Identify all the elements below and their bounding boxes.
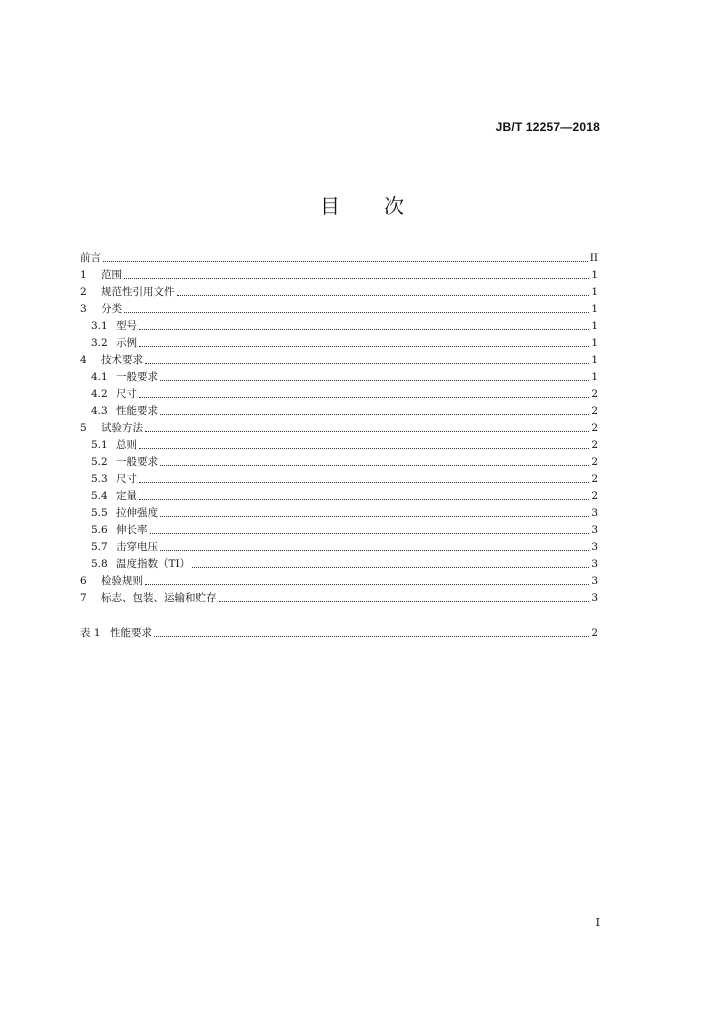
toc-entry-number: 5.8 <box>91 558 108 570</box>
toc-entry-number: 5.5 <box>91 507 108 519</box>
toc-entry-page: 3 <box>591 592 598 604</box>
toc-entry-page: II <box>589 252 598 264</box>
toc-entry-label: 尺寸 <box>116 473 137 485</box>
toc-entry-number: 4.3 <box>91 405 108 417</box>
toc-entry-page: 1 <box>591 269 598 281</box>
toc-leader-dots <box>219 601 590 602</box>
toc-entry-4-1[interactable] <box>91 370 598 384</box>
toc-leader-dots <box>103 261 588 262</box>
toc-entry-page: 2 <box>591 422 598 434</box>
toc-entry-number: 4.2 <box>91 388 108 400</box>
toc-entry-page: 3 <box>591 541 598 553</box>
toc-entry-page: 2 <box>591 456 598 468</box>
toc-table-page: 2 <box>591 627 598 639</box>
toc-leader-dots <box>150 533 590 534</box>
toc-entry-number: 6 <box>80 575 87 587</box>
toc-entry-6[interactable] <box>80 574 598 588</box>
toc-entry-page: 2 <box>591 473 598 485</box>
toc-leader-dots <box>192 567 589 568</box>
toc-entry-foreword[interactable] <box>80 251 598 265</box>
toc-entry-5-3[interactable] <box>91 472 598 486</box>
toc-entry-label: 尺寸 <box>116 388 137 400</box>
toc-leader-dots <box>124 312 589 313</box>
toc-entry-label: 示例 <box>116 337 137 349</box>
toc-leader-dots <box>160 414 589 415</box>
toc-entry-number: 5.1 <box>91 439 108 451</box>
toc-leader-dots <box>177 295 590 296</box>
toc-entry-number: 4.1 <box>91 371 108 383</box>
toc-entry-page: 1 <box>591 303 598 315</box>
toc-entry-number: 5.2 <box>91 456 108 468</box>
page-number: I <box>595 916 600 929</box>
toc-leader-dots <box>145 363 589 364</box>
toc-entry-label: 范围 <box>101 269 122 281</box>
toc-leader-dots <box>124 278 589 279</box>
page-title: 目次 <box>320 194 448 218</box>
toc-entry-page: 1 <box>591 337 598 349</box>
toc-leader-dots <box>139 329 589 330</box>
toc-entry-number: 4 <box>80 354 87 366</box>
toc-leader-dots <box>139 448 589 449</box>
toc-entry-3-2[interactable] <box>91 336 598 350</box>
toc-entry-5-5[interactable] <box>91 506 598 520</box>
toc-entry-page: 3 <box>591 558 598 570</box>
toc-entry-number: 5.3 <box>91 473 108 485</box>
toc-entry-label: 性能要求 <box>116 405 158 417</box>
toc-entry-4-3[interactable] <box>91 404 598 418</box>
toc-entry-page: 1 <box>591 354 598 366</box>
toc-entry-label: 一般要求 <box>116 456 158 468</box>
toc-entry-label: 定量 <box>116 490 137 502</box>
toc-entry-number: 5 <box>80 422 87 434</box>
toc-leader-dots <box>139 397 589 398</box>
document-code: JB/T 12257—2018 <box>495 120 600 134</box>
toc-table-entry-1[interactable] <box>80 626 598 640</box>
toc-entry-page: 2 <box>591 439 598 451</box>
toc-entry-number: 3.2 <box>91 337 108 349</box>
toc-entry-label: 总则 <box>116 439 137 451</box>
toc-leader-dots <box>160 380 589 381</box>
toc-entry-number: 5.4 <box>91 490 108 502</box>
toc-entry-4-2[interactable] <box>91 387 598 401</box>
toc-entry-5-7[interactable] <box>91 540 598 554</box>
toc-entry-number: 5.7 <box>91 541 108 553</box>
toc-entry-5-8[interactable] <box>91 557 598 571</box>
toc-entry-number: 5.6 <box>91 524 108 536</box>
toc-entry-label: 温度指数（TI） <box>116 558 191 570</box>
toc-entry-page: 1 <box>591 286 598 298</box>
toc-leader-dots <box>160 516 589 517</box>
toc-entry-number: 3 <box>80 303 87 315</box>
toc-entry-page: 2 <box>591 490 598 502</box>
toc-leader-dots <box>154 636 589 637</box>
toc-entry-page: 2 <box>591 388 598 400</box>
toc-entry-label: 分类 <box>101 303 122 315</box>
toc-entry-4[interactable] <box>80 353 598 367</box>
toc-leader-dots <box>145 431 589 432</box>
toc-entry-5-2[interactable] <box>91 455 598 469</box>
toc-leader-dots <box>145 584 589 585</box>
toc-table-label: 性能要求 <box>110 627 152 639</box>
toc-entry-label: 击穿电压 <box>116 541 158 553</box>
toc-entry-label: 规范性引用文件 <box>101 286 175 298</box>
toc-entry-page: 3 <box>591 524 598 536</box>
toc-entry-1[interactable] <box>80 268 598 282</box>
toc-entry-number: 7 <box>80 592 87 604</box>
toc-table-number: 表 1 <box>80 627 101 639</box>
toc-entry-label: 一般要求 <box>116 371 158 383</box>
toc-entry-label: 前言 <box>80 252 101 264</box>
toc-entry-label: 伸长率 <box>116 524 148 536</box>
toc-entry-2[interactable] <box>80 285 598 299</box>
toc-leader-dots <box>160 465 589 466</box>
toc-entry-label: 技术要求 <box>101 354 143 366</box>
toc-entry-page: 1 <box>591 371 598 383</box>
toc-entry-5-4[interactable] <box>91 489 598 503</box>
toc-entry-page: 2 <box>591 405 598 417</box>
toc-entry-label: 拉伸强度 <box>116 507 158 519</box>
toc-entry-label: 标志、包装、运输和贮存 <box>101 592 217 604</box>
toc-entry-5[interactable] <box>80 421 598 435</box>
toc-leader-dots <box>139 482 589 483</box>
toc-entry-number: 3.1 <box>91 320 108 332</box>
toc-entry-5-6[interactable] <box>91 523 598 537</box>
toc-entry-3[interactable] <box>80 302 598 316</box>
toc-leader-dots <box>139 346 589 347</box>
toc-leader-dots <box>160 550 589 551</box>
toc-leader-dots <box>139 499 589 500</box>
toc-entry-label: 检验规则 <box>101 575 143 587</box>
toc-entry-5-1[interactable] <box>91 438 598 452</box>
toc-entry-number: 2 <box>80 286 87 298</box>
toc-entry-label: 型号 <box>116 320 137 332</box>
toc-entry-7[interactable] <box>80 591 598 605</box>
toc-entry-page: 3 <box>591 507 598 519</box>
toc-entry-label: 试验方法 <box>101 422 143 434</box>
toc-entry-3-1[interactable] <box>91 319 598 333</box>
toc-entry-page: 3 <box>591 575 598 587</box>
toc-entry-number: 1 <box>80 269 87 281</box>
toc-entry-page: 1 <box>591 320 598 332</box>
